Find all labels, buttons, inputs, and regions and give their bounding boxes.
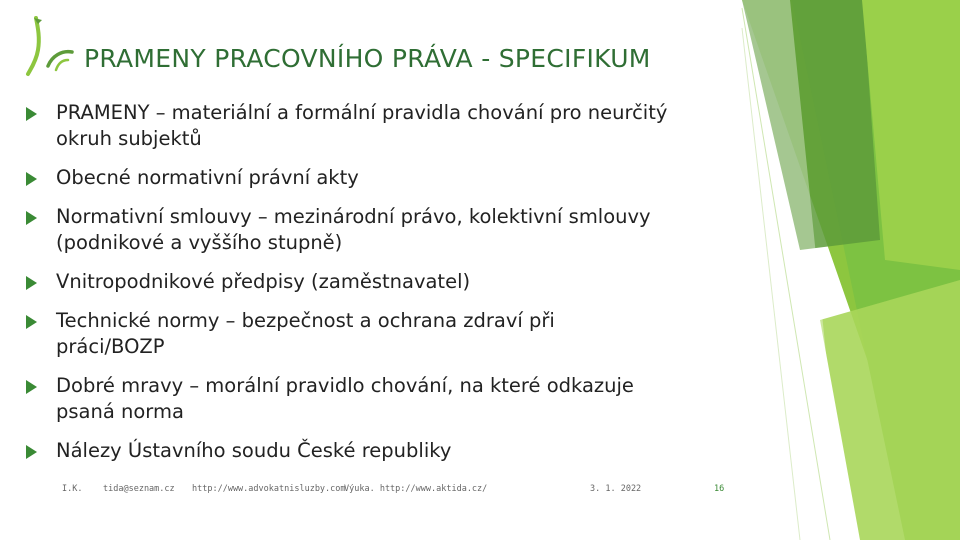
bullet-line: Technické normy – bezpečnost a ochrana zdraví při xyxy=(56,309,555,332)
slide-title: PRAMENY PRACOVNÍHO PRÁVA - SPECIFIKUM xyxy=(84,44,651,73)
bullet-item xyxy=(26,438,766,464)
footer-email[interactable]: tida@seznam.cz xyxy=(103,484,175,494)
footer-url-advokat[interactable]: http://www.advokatnisluzby.com xyxy=(192,484,346,494)
bullet-line: okruh subjektů xyxy=(56,127,202,150)
bullet-line: psaná norma xyxy=(56,400,184,423)
bullet-line: PRAMENY – materiální a formální pravidla chování pro neurčitý xyxy=(56,101,668,124)
triangle-bullet-icon xyxy=(26,211,37,225)
bullet-line: práci/BOZP xyxy=(56,335,165,358)
triangle-bullet-icon xyxy=(26,172,37,186)
bullet-line: Nálezy Ústavního soudu České republiky xyxy=(56,439,452,462)
triangle-bullet-icon xyxy=(26,380,37,394)
bullet-item xyxy=(26,269,766,295)
bullet-item xyxy=(26,373,766,425)
bullet-line: (podnikové a vyššího stupně) xyxy=(56,231,343,254)
bullet-item xyxy=(26,100,766,152)
bullet-line: Obecné normativní právní akty xyxy=(56,166,359,189)
leaf-logo-icon xyxy=(22,14,78,78)
triangle-bullet-icon xyxy=(26,276,37,290)
bullet-line: Vnitropodnikové předpisy (zaměstnavatel) xyxy=(56,270,471,293)
bullet-list xyxy=(26,92,766,464)
footer-author: I.K. xyxy=(62,484,83,494)
footer xyxy=(0,484,760,498)
triangle-bullet-icon xyxy=(26,107,37,121)
bullet-line: Dobré mravy – morální pravidlo chování, na které odkazuje xyxy=(56,374,634,397)
triangle-bullet-icon xyxy=(26,315,37,329)
bullet-item xyxy=(26,308,766,360)
triangle-bullet-icon xyxy=(26,445,37,459)
footer-date: 3. 1. 2022 xyxy=(590,484,642,494)
page-number: 16 xyxy=(714,484,725,494)
footer-url-aktida[interactable]: Výuka. http://www.aktida.cz/ xyxy=(344,484,488,494)
bullet-line: Normativní smlouvy – mezinárodní právo, kolektivní smlouvy xyxy=(56,205,651,228)
bullet-item xyxy=(26,204,766,256)
bullet-item xyxy=(26,165,766,191)
